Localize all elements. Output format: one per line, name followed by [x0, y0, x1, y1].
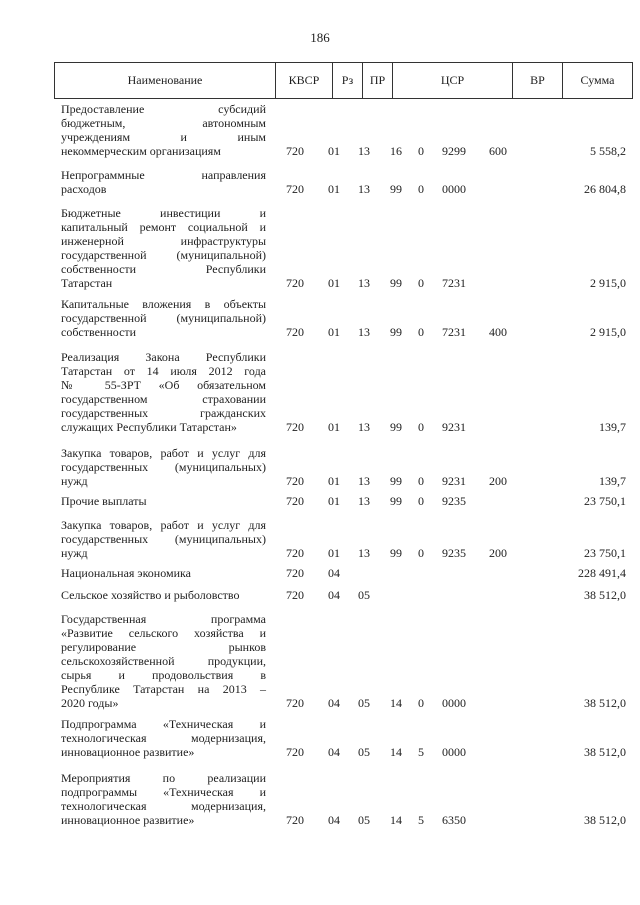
cell-rz: 01	[328, 474, 340, 488]
row-name-line: инновационное развитие»	[61, 745, 195, 759]
row-name-line: Капитальные вложения в объекты	[61, 297, 266, 311]
table-row	[0, 518, 640, 560]
cell-rz: 01	[328, 276, 340, 290]
cell-sum: 139,7	[599, 474, 626, 488]
row-name	[61, 771, 266, 827]
header-sum: Сумма	[562, 63, 632, 98]
cell-sum: 38 512,0	[584, 588, 626, 602]
row-name-line: государственных (муниципальных)	[61, 532, 266, 546]
table-row	[0, 102, 640, 158]
cell-sum: 38 512,0	[584, 745, 626, 759]
cell-csr1: 99	[390, 276, 402, 290]
cell-csr2: 0	[418, 144, 424, 158]
cell-csr2: 0	[418, 494, 424, 508]
row-name-line: Реализация Закона Республики	[61, 350, 266, 364]
cell-sum: 228 491,4	[578, 566, 626, 580]
cell-sum: 2 915,0	[590, 276, 626, 290]
cell-sum: 38 512,0	[584, 813, 626, 827]
row-name-line: инженерной инфраструктуры	[61, 234, 266, 248]
cell-sum: 5 558,2	[590, 144, 626, 158]
row-name	[61, 518, 266, 560]
row-name-line: Сельское хозяйство и рыболовство	[61, 588, 240, 602]
header-csr: ЦСР	[392, 63, 512, 98]
row-name-line: Национальная экономика	[61, 566, 191, 580]
row-name-line: капитальный ремонт социальной и	[61, 220, 266, 234]
cell-csr1: 16	[390, 144, 402, 158]
row-name-line: некоммерческим организациям	[61, 144, 221, 158]
table-row	[0, 771, 640, 827]
cell-csr2: 0	[418, 420, 424, 434]
cell-pr: 13	[358, 474, 370, 488]
cell-kvsr: 720	[286, 566, 304, 580]
row-name-line: Прочие выплаты	[61, 494, 147, 508]
cell-pr: 13	[358, 276, 370, 290]
row-name-line: регулирование рынков	[61, 640, 266, 654]
row-name-line: 2020 годы»	[61, 696, 119, 710]
cell-csr1: 99	[390, 325, 402, 339]
cell-kvsr: 720	[286, 474, 304, 488]
table-row	[0, 297, 640, 339]
cell-rz: 04	[328, 566, 340, 580]
cell-csr1: 99	[390, 474, 402, 488]
cell-csr2: 0	[418, 696, 424, 710]
cell-vr: 200	[489, 546, 507, 560]
table-row	[0, 350, 640, 434]
row-name-line: Предоставление субсидий	[61, 102, 266, 116]
row-name	[61, 588, 266, 602]
cell-csr3: 9231	[442, 474, 466, 488]
table-row	[0, 446, 640, 488]
cell-csr3: 7231	[442, 276, 466, 290]
cell-pr: 13	[358, 325, 370, 339]
row-name	[61, 297, 266, 339]
cell-csr3: 6350	[442, 813, 466, 827]
table-row	[0, 168, 640, 196]
page-number: 186	[310, 30, 330, 45]
cell-kvsr: 720	[286, 420, 304, 434]
cell-pr: 13	[358, 182, 370, 196]
cell-csr2: 0	[418, 182, 424, 196]
cell-pr: 13	[358, 546, 370, 560]
row-name-line: Республике Татарстан на 2013 –	[61, 682, 266, 696]
cell-rz: 01	[328, 494, 340, 508]
cell-sum: 26 804,8	[584, 182, 626, 196]
cell-rz: 04	[328, 696, 340, 710]
cell-sum: 38 512,0	[584, 696, 626, 710]
row-name	[61, 446, 266, 488]
row-name-line: государственных гражданских	[61, 406, 266, 420]
cell-vr: 600	[489, 144, 507, 158]
cell-csr3: 0000	[442, 182, 466, 196]
cell-pr: 05	[358, 813, 370, 827]
cell-csr2: 0	[418, 325, 424, 339]
cell-csr1: 14	[390, 745, 402, 759]
row-name-line: подпрограммы «Техническая и	[61, 785, 266, 799]
row-name	[61, 566, 266, 580]
cell-pr: 13	[358, 144, 370, 158]
cell-csr2: 0	[418, 546, 424, 560]
cell-rz: 01	[328, 325, 340, 339]
cell-pr: 05	[358, 696, 370, 710]
cell-kvsr: 720	[286, 182, 304, 196]
row-name-line: сельскохозяйственной продукции,	[61, 654, 266, 668]
cell-rz: 01	[328, 144, 340, 158]
cell-csr2: 5	[418, 745, 424, 759]
cell-csr1: 99	[390, 546, 402, 560]
cell-sum: 23 750,1	[584, 494, 626, 508]
row-name	[61, 102, 266, 158]
cell-csr3: 9231	[442, 420, 466, 434]
cell-csr3: 0000	[442, 745, 466, 759]
cell-rz: 01	[328, 420, 340, 434]
header-name: Наименование	[127, 73, 203, 87]
row-name-line: расходов	[61, 182, 107, 196]
cell-kvsr: 720	[286, 144, 304, 158]
cell-kvsr: 720	[286, 588, 304, 602]
cell-csr1: 14	[390, 813, 402, 827]
cell-sum: 139,7	[599, 420, 626, 434]
row-name-line: Закупка товаров, работ и услуг для	[61, 518, 266, 532]
cell-pr: 13	[358, 494, 370, 508]
row-name-line: учреждениям и иным	[61, 130, 266, 144]
header-kvsr: КВСР	[275, 63, 332, 98]
cell-csr3: 9299	[442, 144, 466, 158]
cell-csr1: 99	[390, 182, 402, 196]
cell-csr2: 0	[418, 474, 424, 488]
cell-vr: 200	[489, 474, 507, 488]
cell-csr2: 0	[418, 276, 424, 290]
row-name-line: «Развитие сельского хозяйства и	[61, 626, 266, 640]
cell-kvsr: 720	[286, 696, 304, 710]
table-row	[0, 206, 640, 290]
cell-kvsr: 720	[286, 325, 304, 339]
header-pr: ПР	[362, 63, 392, 98]
row-name-line: инновационное развитие»	[61, 813, 195, 827]
row-name	[61, 494, 266, 508]
cell-kvsr: 720	[286, 745, 304, 759]
row-name	[61, 168, 266, 196]
cell-rz: 01	[328, 546, 340, 560]
row-name-line: Мероприятия по реализации	[61, 771, 266, 785]
cell-rz: 04	[328, 813, 340, 827]
row-name-line: бюджетным, автономным	[61, 116, 266, 130]
row-name-line: государственной (муниципальной)	[61, 311, 266, 325]
row-name	[61, 612, 266, 710]
row-name-line: собственности	[61, 325, 137, 339]
cell-rz: 04	[328, 588, 340, 602]
row-name-line: собственности Республики	[61, 262, 266, 276]
header-rz: Рз	[332, 63, 362, 98]
cell-csr1: 99	[390, 494, 402, 508]
row-name-line: Татарстан от 14 июля 2012 года	[61, 364, 266, 378]
row-name-line: государственных (муниципальных)	[61, 460, 266, 474]
row-name-line: государственной (муниципальной)	[61, 248, 266, 262]
row-name-line: технологическая модернизация,	[61, 799, 266, 813]
cell-csr3: 9235	[442, 546, 466, 560]
cell-kvsr: 720	[286, 813, 304, 827]
cell-csr3: 9235	[442, 494, 466, 508]
row-name-line: государственном страховании	[61, 392, 266, 406]
table-row	[0, 612, 640, 710]
cell-rz: 01	[328, 182, 340, 196]
cell-csr3: 7231	[442, 325, 466, 339]
cell-kvsr: 720	[286, 494, 304, 508]
cell-pr: 13	[358, 420, 370, 434]
row-name-line: нужд	[61, 474, 88, 488]
cell-csr1: 99	[390, 420, 402, 434]
row-name-line: Бюджетные инвестиции и	[61, 206, 266, 220]
cell-kvsr: 720	[286, 276, 304, 290]
header-vr: ВР	[512, 63, 562, 98]
row-name-line: Татарстан	[61, 276, 113, 290]
row-name	[61, 717, 266, 759]
row-name-line: Подпрограмма «Техническая и	[61, 717, 266, 731]
table-header	[54, 62, 633, 99]
cell-pr: 05	[358, 745, 370, 759]
row-name-line: служащих Республики Татарстан»	[61, 420, 237, 434]
cell-sum: 23 750,1	[584, 546, 626, 560]
cell-rz: 04	[328, 745, 340, 759]
cell-csr2: 5	[418, 813, 424, 827]
row-name-line: технологическая модернизация,	[61, 731, 266, 745]
cell-csr1: 14	[390, 696, 402, 710]
row-name-line: Государственная программа	[61, 612, 266, 626]
cell-sum: 2 915,0	[590, 325, 626, 339]
row-name	[61, 350, 266, 434]
table-row	[0, 717, 640, 759]
row-name-line: сырья и продовольствия в	[61, 668, 266, 682]
table-row	[0, 588, 640, 602]
row-name-line: № 55-ЗРТ «Об обязательном	[61, 378, 266, 392]
cell-pr: 05	[358, 588, 370, 602]
row-name	[61, 206, 266, 290]
row-name-line: Закупка товаров, работ и услуг для	[61, 446, 266, 460]
cell-csr3: 0000	[442, 696, 466, 710]
row-name-line: Непрограммные направления	[61, 168, 266, 182]
cell-kvsr: 720	[286, 546, 304, 560]
cell-vr: 400	[489, 325, 507, 339]
table-row	[0, 566, 640, 580]
table-row	[0, 494, 640, 508]
row-name-line: нужд	[61, 546, 88, 560]
